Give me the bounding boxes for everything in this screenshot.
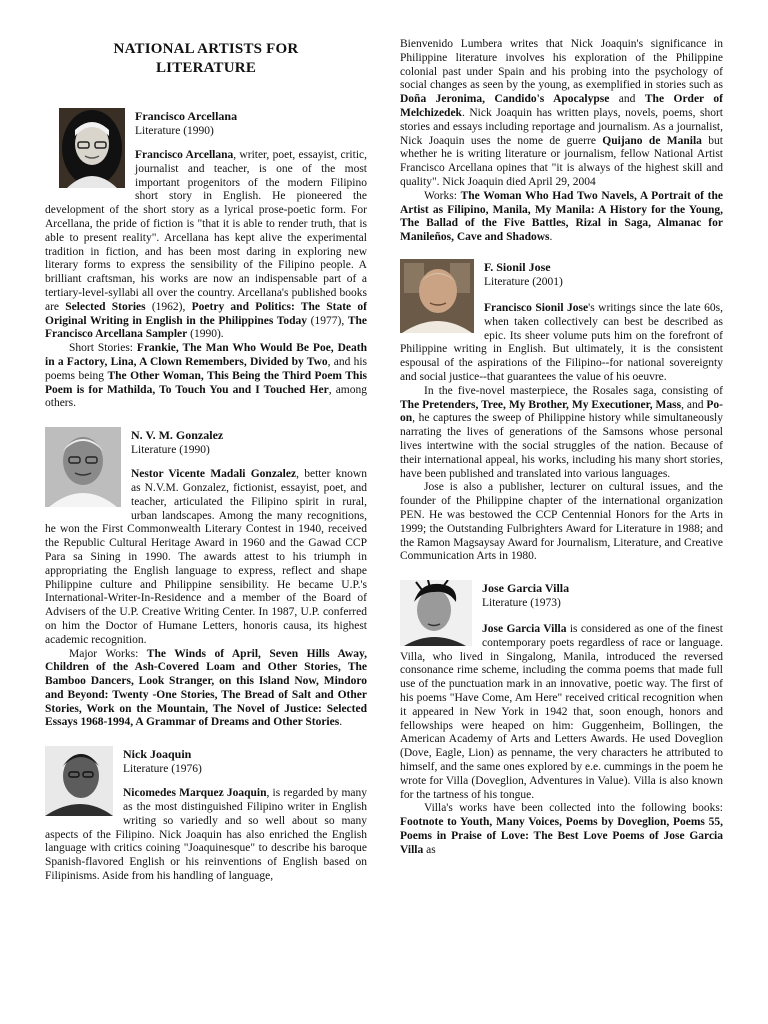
artist-name: F. Sionil Jose bbox=[484, 259, 551, 274]
bold-title-text: Francisco Sionil Jose bbox=[484, 301, 589, 314]
bold-title-text: Poetry and Politics: The State of Original Writing in English in the Philippines Today bbox=[45, 300, 367, 327]
artist-award-year: Literature (1976) bbox=[123, 763, 202, 776]
artist-works: In the five-novel masterpiece, the Rosales saga, consisting of The Pretenders, Tree, My Brother, My Executioner, Mass, and Po-on, he captures the sweep of Philippine history while simultaneously narrating the lives of generations of the Samsons whose personal lives intertwine with the social struggles of the nation. Because of their international appeal, his works, including his many short stories, have been published and translated into various languages. bbox=[400, 384, 723, 480]
bold-title-text: Nicomedes Marquez Joaquin bbox=[123, 787, 267, 800]
artist-award-year: Literature (2001) bbox=[484, 275, 563, 288]
artist-name: Nick Joaquin bbox=[123, 747, 192, 762]
artist-bio: Francisco Sionil Jose's writings since the late 60s, when taken collectively can best be described as epic. Its sheer volume puts him on the forefront of Philippine writing in English. But ultimately, it is the consistent espousal of the aspirations of the Filipino--for national sovereignty and social justice--that guarantees the value of his oeuvre. bbox=[400, 301, 723, 383]
artist-works: Major Works: The Winds of April, Seven Hills Away, Children of the Ash-Covered Loam and Other Stories, The Bamboo Dancers, Look Stranger, on this Island Now, Mindoro and Beyond: Twenty -One Stories, The Bread of Salt and Other Stories, Work on the Mountain, The Novel of Justice: Selected Essays 1968-1994, A Grammar of Dreams and Other Stories. bbox=[45, 647, 367, 729]
bold-title-text: Footnote to Youth, Many Voices, Poems by Doveglion, Poems 55, Poems in Praise of Love: The Best Love Poems of Jose Garcia Villa bbox=[400, 816, 723, 856]
artist-award-year: Literature (1973) bbox=[482, 597, 561, 610]
entry-arcellana bbox=[45, 108, 367, 411]
title-line-2: LITERATURE bbox=[155, 60, 257, 76]
document-title bbox=[45, 40, 367, 78]
bold-title-text: The Francisco Arcellana Sampler bbox=[45, 314, 367, 341]
bold-title-text: Quijano de Manila bbox=[602, 134, 702, 147]
artist-name: Jose Garcia Villa bbox=[482, 581, 570, 596]
bold-title-text: Jose Garcia Villa bbox=[482, 623, 567, 636]
portrait-joaquin bbox=[45, 746, 113, 816]
joaquin-bio-continued: Bienvenido Lumbera writes that Nick Joaquin's significance in Philippine literature involves his exploration of the Philippine colonial past under Spain and his probing into the psychology of social changes as seen by the young, as exemplified in stories such as Doña Jeronima, Candido's Apocalypse and The Order of Melchizedek. Nick Joaquin has written plays, novels, poems, short stories and essays including reportage and journalism. As a journalist, Nick Joaquin uses the nome de guerre Quijano de Manila but whether he is writing literature or journalism, fellow National Artist Francisco Arcellana opines that "it is always of the highest skill and quality". Nick Joaquin died April 29, 2004 bbox=[400, 38, 723, 188]
portrait-villa bbox=[400, 580, 472, 646]
bold-title-text: The Order of Melchizedek bbox=[400, 93, 723, 119]
portrait-sionil-jose bbox=[400, 259, 474, 333]
artist-name: Francisco Arcellana bbox=[135, 109, 238, 123]
bold-title-text: The Winds of April, Seven Hills Away, Children of the Ash-Covered Loam and Other Stories, The Bamboo Dancers, Look Stranger, on this Island Now, Mindoro and Beyond: Twenty -One Stories, The Bread of Salt and Other Stories, Work on the Mountain, The Novel of Justice: Selected Essays 1968-1994, A Grammar of Dreams and Other Stories bbox=[45, 647, 367, 729]
artist-bio: Jose Garcia Villa is considered as one of the finest contemporary poets regardless of race or language. Villa, who lived in Singalong, Manila, introduced the reversed consonance rime scheme, including the comma poems that made full use of the punctuation mark in an innovative, poetic way. The first of his poems "Have Come, Am Here" received critical recognition when it appeared in New York in 1942 that, soon enough, honors and fellowships were heaped on him: Guggenheim, Bollingen, the American Academy of Arts and Letters Awards. He used Doveglion (Dove, Eagle, Lion) as penname, the very characters he attributed to himself, and the same ones explored by e.e. cummings in the poem he wrote for Villa (Doveglion, Adventures in Value). Villa is also known for the tartness of his tongue. bbox=[400, 623, 723, 801]
portrait-arcellana bbox=[59, 108, 125, 188]
bold-title-text: The Woman Who Had Two Navels, A Portrait of the Artist as Filipino, Manila, My Manila: A History for the Young, The Ballad of the Five Battles, Rizal in Saga, Almanac for Manileños, Cave and Shadows bbox=[400, 189, 723, 244]
bold-title-text: Nestor Vicente Madali Gonzalez bbox=[131, 468, 297, 481]
entry-joaquin bbox=[45, 746, 367, 884]
artist-award-year: Literature (1990) bbox=[135, 125, 214, 137]
bold-title-text: The Pretenders, Tree, My Brother, My Executioner, Mass bbox=[400, 398, 682, 411]
artist-name: N. V. M. Gonzalez bbox=[131, 428, 224, 443]
title-line-1: NATIONAL ARTISTS FOR bbox=[113, 41, 299, 57]
artist-bio: Nestor Vicente Madali Gonzalez, better known as N.V.M. Gonzalez, fictionist, essayist, poet, and teacher, articulated the Filipino spirit in rural, urban landscapes. Among the many recognitions, he won the First Commonwealth Literary Contest in 1940, received the Republic Cultural Heritage Award in 1960 and the Gawad CCP Para sa Sining in 1990. The awards attest to his triumph in appropriating the English language to express, reflect and shape Philippine culture and Philippine sensibility. He became U.P.'s International-Writer-In-Residence and a member of the Board of Advisers of the U.P. Creative Writing Center. In 1987, U.P. conferred on him the Doctor of Humane Letters, honoris causa, its highest academic recognition. bbox=[45, 468, 367, 646]
entry-villa bbox=[400, 580, 723, 858]
joaquin-works: Works: The Woman Who Had Two Navels, A Portrait of the Artist as Filipino, Manila, My Manila: A History for the Young, The Ballad of the Five Battles, Rizal in Saga, Almanac for Manileños, Cave and Shadows. bbox=[400, 189, 723, 244]
artist-activities: Jose is also a publisher, lecturer on cultural issues, and the founder of the Philippine chapter of the international organization PEN. He was bestowed the CCP Centennial Honors for the Arts in 1999; the Outstanding Fulbrighters Award for Literature in 1988; and the Ramon Magsaysay Award for Journalism, Literature, and Creative Communication Arts in 1980. bbox=[400, 481, 723, 563]
bold-title-text: Po-on bbox=[400, 398, 723, 425]
artist-works: Villa's works have been collected into the following books: Footnote to Youth, Many Voices, Poems by Doveglion, Poems 55, Poems in Praise of Love: The Best Love Poems of Jose Garcia Villa as bbox=[400, 802, 723, 856]
bold-title-text: The Other Woman, This Being the Third Poem This Poem is for Mathilda, To Touch You and I Touched Her bbox=[45, 369, 367, 396]
artist-bio: Nicomedes Marquez Joaquin, is regarded by many as the most distinguished Filipino writer in English writing so variedly and so well about so many aspects of the Filipino. Nick Joaquin has also enriched the English language with critics coining "Joaquinesque" to describe his baroque Spanish-flavored English or his reinventions of English based on Filipinisms. Aside from his handling of language, bbox=[45, 787, 367, 883]
entry-gonzalez bbox=[45, 427, 367, 730]
entry-sionil-jose bbox=[400, 259, 723, 564]
bold-title-text: Francisco Arcellana bbox=[135, 149, 234, 161]
bold-title-text: Selected Stories bbox=[65, 300, 146, 313]
bold-title-text: Doña Jeronima, Candido's Apocalypse bbox=[400, 93, 610, 106]
bold-title-text: Frankie, The Man Who Would Be Poe, Death in a Factory, Lina, A Clown Remembers, Divided by Two bbox=[45, 342, 367, 368]
left-column bbox=[45, 36, 367, 900]
artist-works: Short Stories: Frankie, The Man Who Would Be Poe, Death in a Factory, Lina, A Clown Remembers, Divided by Two, and his poems being The Other Woman, This Being the Third Poem This Poem is for Mathilda, To Touch You and I Touched Her, among others. bbox=[45, 342, 368, 410]
artist-award-year: Literature (1990) bbox=[131, 444, 210, 457]
artist-bio: Francisco Arcellana, writer, poet, essayist, critic, journalist and teacher, is one of the most important progenitors of the modern Filipino short story in English. He pioneered the development of the short story as a lyrical prose-poetic form. For Arcellana, the pride of fiction is "that it is able to render truth, that is able to present reality". Arcellana has kept alive the experimental tradition in fiction, and has been most daring in exploring new literary forms to express the sensibility of the Filipino people. A brilliant craftsman, his works are now an indispensable part of a tertiary-level-syllabi all over the country. Arcellana's published books are Selected Stories (1962), Poetry and Politics: The State of Original Writing in English in the Philippines Today (1977), The Francisco Arcellana Sampler (1990). bbox=[45, 149, 367, 341]
right-column bbox=[400, 36, 723, 874]
portrait-gonzalez bbox=[45, 427, 121, 507]
